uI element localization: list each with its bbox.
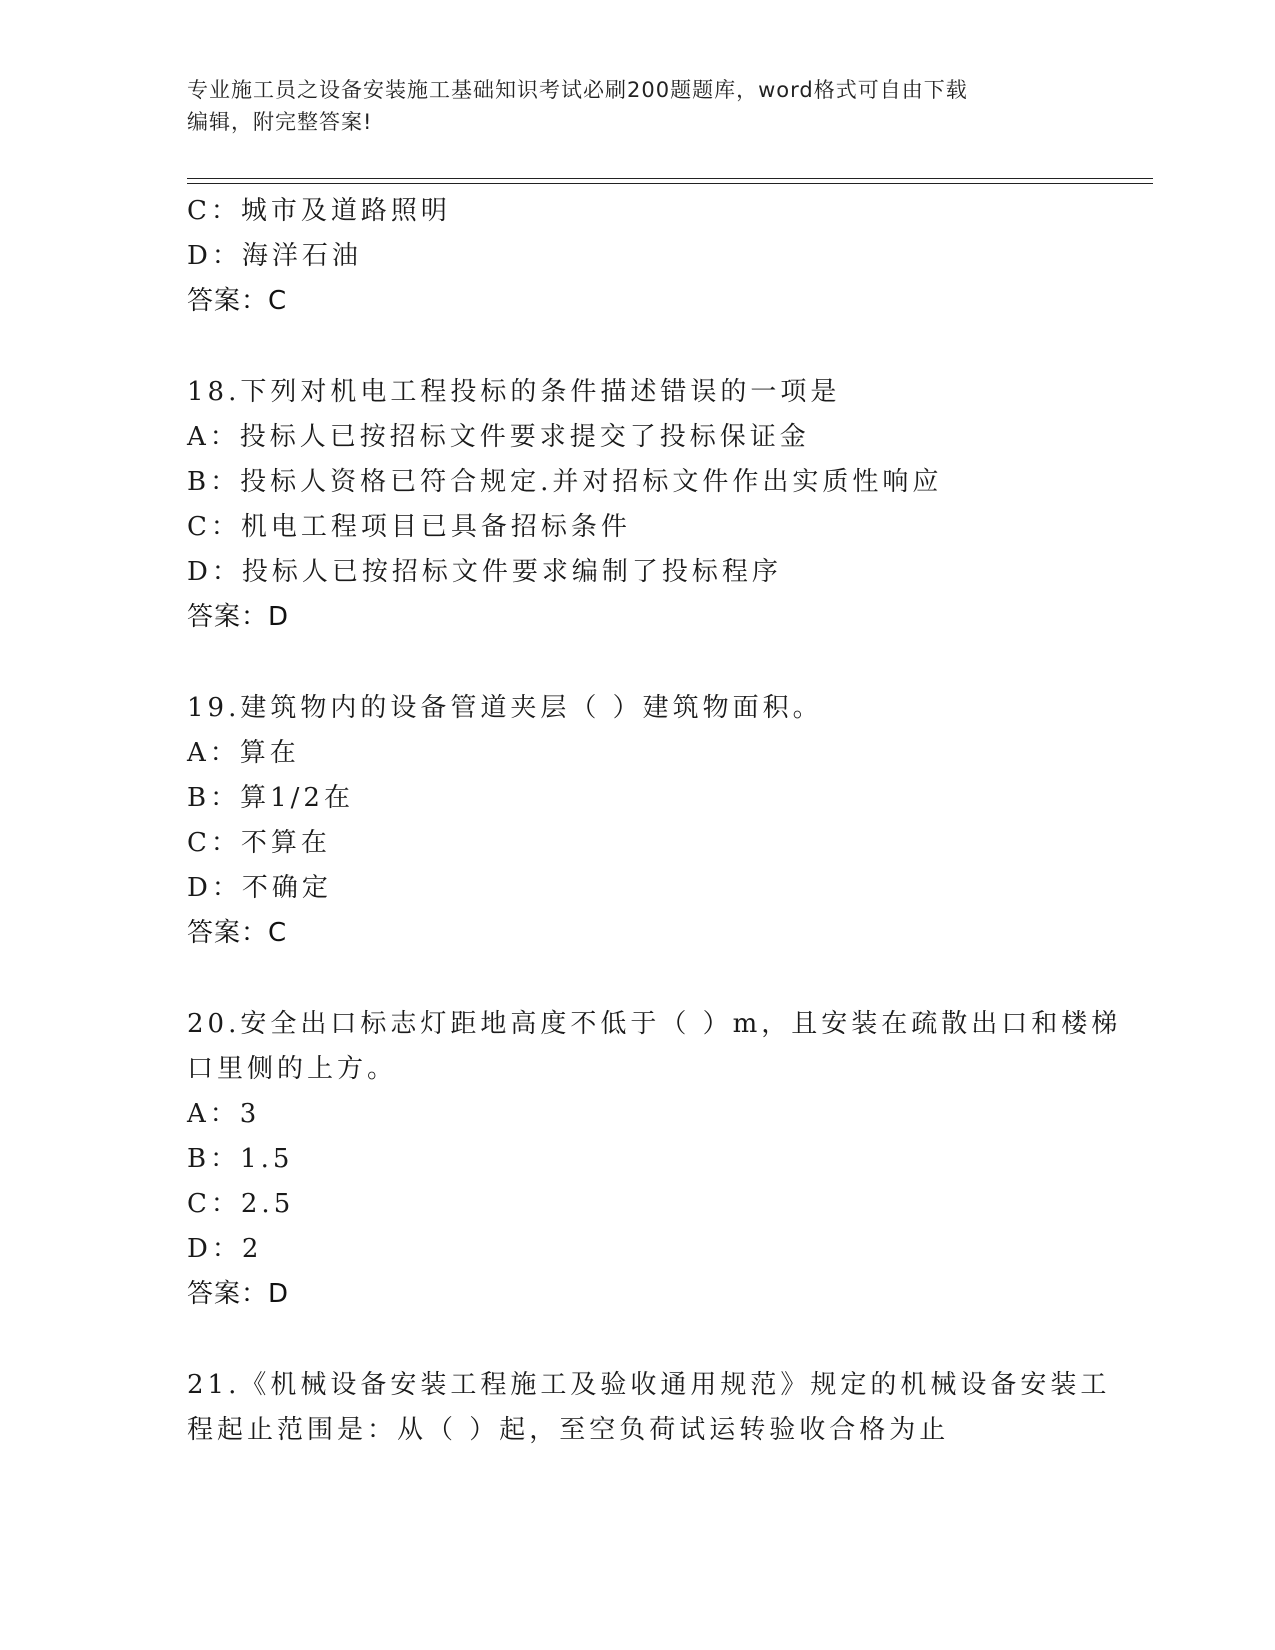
option-d: D：2 bbox=[187, 1234, 263, 1264]
answer-line: 答案：D bbox=[187, 602, 290, 632]
header-title-line-1: 专业施工员之设备安装施工基础知识考试必刷200题题库，word格式可自由下载 bbox=[187, 78, 968, 102]
question-text-line-1: 21.《机械设备安装工程施工及验收通用规范》规定的机械设备安装工 bbox=[187, 1370, 1111, 1400]
option-a: A：算在 bbox=[187, 738, 300, 768]
question-text-line-2: 程起止范围是：从（ ）起，至空负荷试运转验收合格为止 bbox=[187, 1415, 950, 1445]
option-d: D：投标人已按招标文件要求编制了投标程序 bbox=[187, 557, 782, 587]
option-c: C：2.5 bbox=[187, 1189, 295, 1219]
option-c: C：机电工程项目已具备招标条件 bbox=[187, 512, 631, 542]
option-d: D：海洋石油 bbox=[187, 241, 362, 271]
option-c: C：不算在 bbox=[187, 828, 331, 858]
option-d: D：不确定 bbox=[187, 873, 332, 903]
question-text-line-2: 口里侧的上方。 bbox=[187, 1054, 398, 1084]
option-a: A：3 bbox=[187, 1099, 261, 1129]
question-text: 19.建筑物内的设备管道夹层（ ）建筑物面积。 bbox=[187, 693, 823, 723]
header-divider-bottom bbox=[187, 183, 1153, 184]
spacer bbox=[187, 640, 1087, 686]
header-title-line-2: 编辑，附完整答案! bbox=[187, 110, 373, 134]
answer-line: 答案：C bbox=[187, 286, 288, 316]
question-text: 18.下列对机电工程投标的条件描述错误的一项是 bbox=[187, 377, 841, 407]
spacer bbox=[187, 1317, 1087, 1363]
option-a: A：投标人已按招标文件要求提交了投标保证金 bbox=[187, 422, 810, 452]
answer-line: 答案：C bbox=[187, 918, 288, 948]
spacer bbox=[187, 956, 1087, 1002]
question-17-tail bbox=[187, 189, 1087, 324]
page-header bbox=[187, 74, 1087, 138]
header-divider-top bbox=[187, 178, 1153, 179]
answer-line: 答案：D bbox=[187, 1279, 290, 1309]
question-21 bbox=[187, 1363, 1111, 1453]
question-list bbox=[187, 189, 1122, 1453]
option-b: B：投标人资格已符合规定.并对招标文件作出实质性响应 bbox=[187, 467, 943, 497]
option-c: C：城市及道路照明 bbox=[187, 196, 451, 226]
spacer bbox=[187, 324, 1087, 370]
question-19 bbox=[187, 686, 1087, 956]
option-b: B：1.5 bbox=[187, 1144, 294, 1174]
option-b: B：算1/2在 bbox=[187, 783, 354, 813]
question-18 bbox=[187, 370, 1087, 640]
question-20 bbox=[187, 1002, 1122, 1317]
question-text-line-1: 20.安全出口标志灯距地高度不低于（ ）m，且安装在疏散出口和楼梯 bbox=[187, 1009, 1122, 1039]
